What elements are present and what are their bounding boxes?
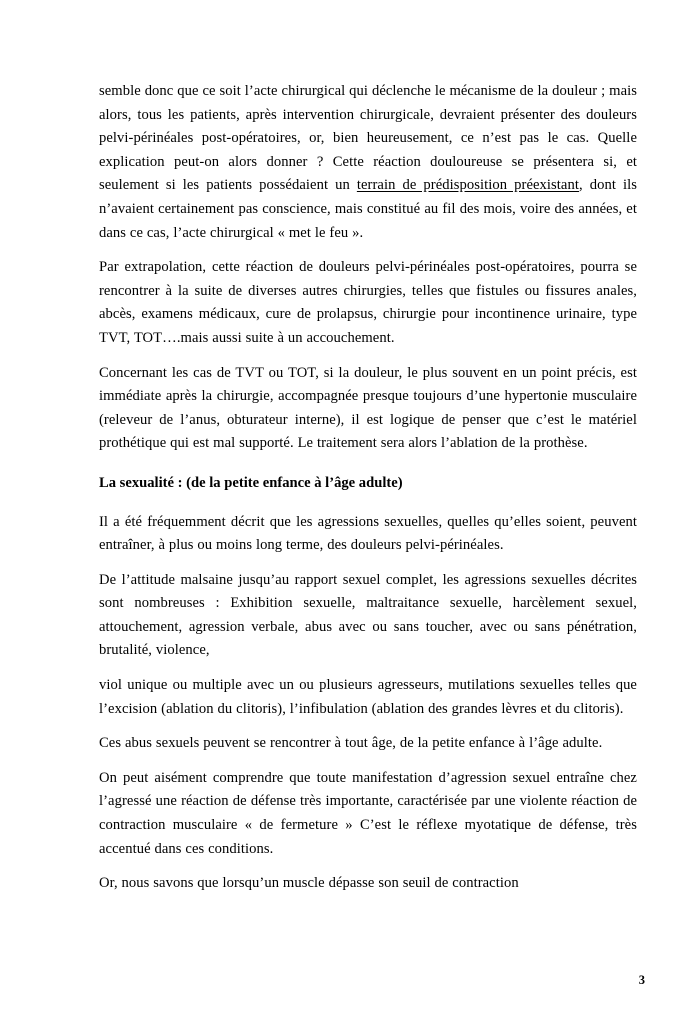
- paragraph-1-text-before: semble donc que ce soit l’acte chirurgical qui déclenche le mécanisme de la douleur ; mais alors, tous les patients, après intervention chirurgicale, devraient présenter des douleurs pelvi-périnéales post-opératoires, or, bien heureusement, ce n’est pas le cas. Quelle explication peut-on alors donner ? Cette réaction douloureuse se présentera si, et seulement si les patients possédaient un: [99, 83, 637, 194]
- paragraph-8: On peut aisément comprendre que toute manifestation d’agression sexuel entraîne chez l’agressé une réaction de défense très importante, caractérisée par une violente réaction de contraction musculaire « de fermeture » C’est le réflexe myotatique de défense, très accentué dans ces conditions.: [99, 769, 637, 857]
- paragraph-2: Par extrapolation, cette réaction de douleurs pelvi-périnéales post-opératoires, pourra se rencontrer à la suite de diverses autres chirurgies, telles que fistules ou fissures anales, abcès, examens médicaux, cure de prolapsus, chirurgie pour incontinence urinaire, type TVT, TOT….mais aussi suite à un accouchement.: [99, 259, 637, 346]
- paragraph-3: Concernant les cas de TVT ou TOT, si la douleur, le plus souvent en un point précis, est immédiate après la chirurgie, accompagnée presque toujours d’une hypertonie musculaire (releveur de l’anus, obturateur interne), il est logique de penser que c’est le matériel prothétique qui est mal supporté. Le traitement sera alors l’ablation de la prothèse.: [99, 364, 637, 452]
- paragraph-5: De l’attitude malsaine jusqu’au rapport sexuel complet, les agressions sexuelles décrites sont nombreuses : Exhibition sexuelle, maltraitance sexuelle, harcèlement sexuel, attouchement, agression verbale, abus avec ou sans toucher, avec ou sans pénétration, brutalité, violence,: [99, 571, 637, 659]
- page-body-text: [99, 80, 637, 896]
- paragraph-1-underlined-phrase: terrain de prédisposition préexistant: [356, 177, 579, 194]
- paragraph-6: viol unique ou multiple avec un ou plusieurs agresseurs, mutilations sexuelles telles que l’excision (ablation du clitoris), l’infibulation (ablation des grandes lèvres et du clitoris).: [99, 677, 637, 717]
- paragraph-1-text-after: , dont ils n’avaient certainement pas conscience, mais constitué au fil des mois, voire des années, et dans ce cas, l’acte chirurgical « met le feu ».: [99, 177, 637, 241]
- page-number: 3: [638, 972, 645, 987]
- paragraph-9: Or, nous savons que lorsqu’un muscle dépasse son seuil de contraction: [99, 875, 519, 892]
- paragraph-7: Ces abus sexuels peuvent se rencontrer à tout âge, de la petite enfance à l’âge adulte.: [99, 735, 603, 752]
- section-heading-sexualite: La sexualité : (de la petite enfance à l’âge adulte): [99, 474, 403, 491]
- paragraph-1: [99, 80, 637, 245]
- paragraph-4: Il a été fréquemment décrit que les agressions sexuelles, quelles qu’elles soient, peuvent entraîner, à plus ou moins long terme, des douleurs pelvi-périnéales.: [99, 513, 637, 554]
